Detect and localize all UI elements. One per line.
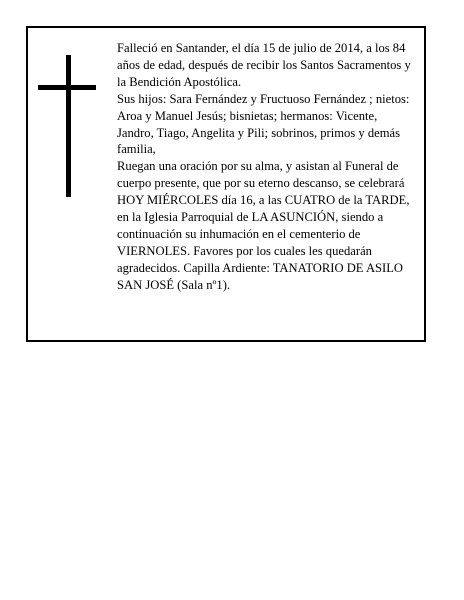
obituary-paragraph-family: Sus hijos: Sara Fernández y Fructuoso Fernández ; nietos: Aroa y Manuel Jesús; bisnietas; hermanos: Vicente, Jandro, Tiago, Angelita y Pili; sobrinos, primos y demás familia,: [117, 91, 410, 157]
obituary-text: [117, 40, 417, 294]
obituary-paragraph-death: Falleció en Santander, el día 15 de julio de 2014, a los 84 años de edad, después de recibir los Santos Sacramentos y la Bendición Apostólica.: [117, 41, 411, 89]
cross-icon-horizontal-bar: [38, 85, 96, 90]
obituary-notice: [26, 26, 426, 342]
cross-icon-vertical-bar: [66, 55, 71, 197]
obituary-paragraph-funeral: Ruegan una oración por su alma, y asistan al Funeral de cuerpo presente, que por su eterno descanso, se celebrará HOY MIÉRCOLES día 16, a las CUATRO de la TARDE, en la Iglesia Parroquial de LA ASUNCIÓN, siendo a continuación su inhumación en el cementerio de VIERNOLES. Favores por los cuales les quedarán agradecidos. Capilla Ardiente: TANATORIO DE ASILO SAN JOSÉ (Sala nº1).: [117, 159, 410, 292]
